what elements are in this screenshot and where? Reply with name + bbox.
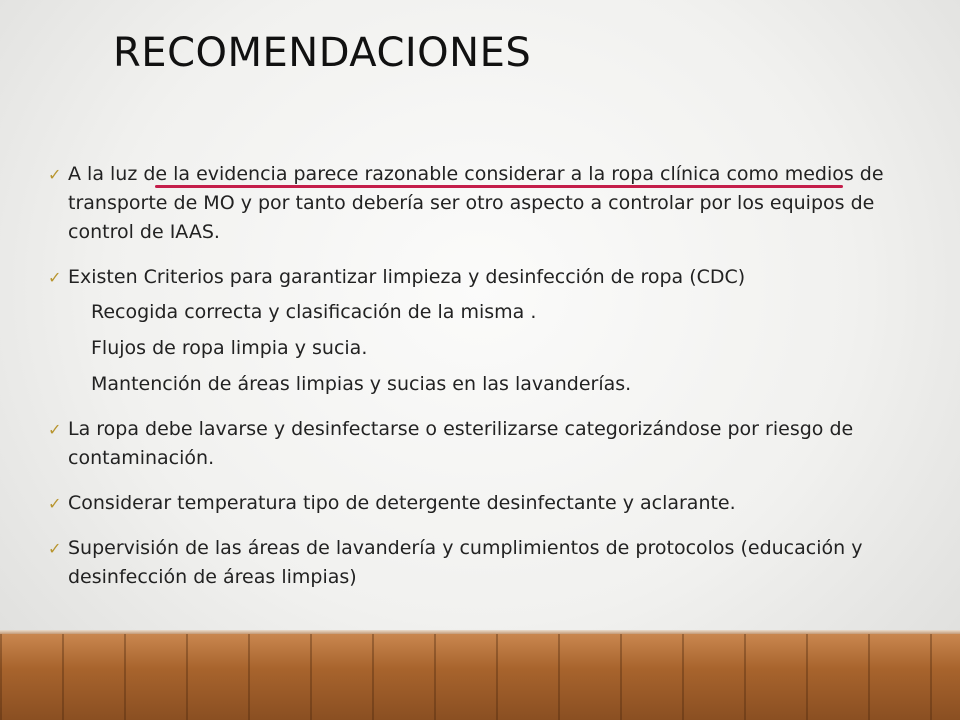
checkmark-icon: ✓ [48, 420, 62, 439]
sub-item: Mantención de áreas limpias y sucias en las lavanderías. [91, 373, 632, 395]
bullet-item [48, 160, 928, 247]
bullet-text: La ropa debe lavarse y desinfectarse o esterilizarse categorizándose por riesgo de contaminación. [68, 418, 854, 469]
bullet-text: Supervisión de las áreas de lavandería y cumplimientos de protocolos (educación y desinfección de áreas limpias) [68, 537, 863, 588]
sub-list [68, 298, 928, 399]
bullet-item [48, 489, 928, 518]
slide-title: RECOMENDACIONES [113, 30, 532, 76]
bullet-item [48, 415, 928, 473]
wooden-floor-background [0, 634, 960, 720]
bullet-text: A la luz de la evidencia parece razonable considerar a la ropa clínica como medios de transporte de MO y por tanto debería ser otro aspecto a controlar por los equipos de control de IAAS. [68, 163, 884, 243]
sub-item: Recogida correcta y clasificación de la misma . [91, 301, 537, 323]
bullet-list [48, 160, 928, 608]
bullet-text: Existen Criterios para garantizar limpieza y desinfección de ropa (CDC) [68, 266, 746, 288]
bullet-item [48, 534, 928, 592]
bullet-item [48, 263, 928, 399]
sub-item: Flujos de ropa limpia y sucia. [91, 337, 368, 359]
checkmark-icon: ✓ [48, 165, 62, 184]
checkmark-icon: ✓ [48, 539, 62, 558]
bullet-text: Considerar temperatura tipo de detergente desinfectante y aclarante. [68, 492, 736, 514]
checkmark-icon: ✓ [48, 494, 62, 513]
checkmark-icon: ✓ [48, 268, 62, 287]
